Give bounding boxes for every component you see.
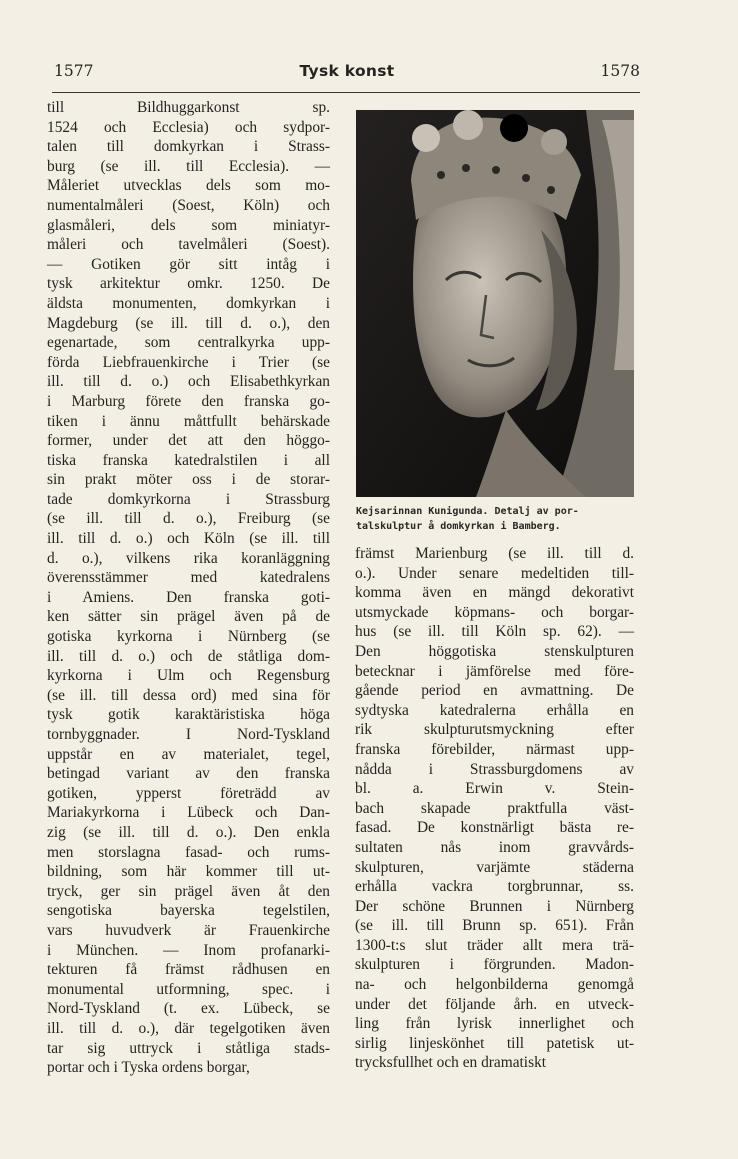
text-line: under det följande årh. en utveck-: [355, 995, 634, 1013]
text-line: egenartade, som centralkyrka upp-: [47, 334, 330, 352]
page-number-left: 1577: [54, 62, 94, 80]
left-column: [47, 98, 330, 1078]
page-header: [54, 62, 640, 92]
text-line: Der schöne Brunnen i Nürnberg: [355, 897, 634, 915]
text-line: uppstår en av materialet, tegel,: [47, 745, 330, 763]
text-line: (se ill. till Brunn sp. 651). Från: [355, 917, 634, 935]
text-line: främst Marienburg (se ill. till d.: [355, 545, 634, 562]
text-line: bildning, som här kommer till ut-: [47, 863, 330, 881]
text-line: i München. — Inom profanarki-: [47, 941, 330, 959]
text-line: gående period en avmattning. De: [355, 682, 634, 700]
text-line: tiken i ännu måttfullt behärskade: [47, 412, 330, 430]
text-line: ling från lyrisk innerlighet och: [355, 1015, 634, 1033]
caption-line-1: Kejsarinnan Kunigunda. Detalj av por-: [356, 506, 579, 517]
text-line: tysk gotik karaktäristiska höga: [47, 706, 330, 724]
text-line: portar och i Tyska ordens borgar,: [47, 1059, 250, 1077]
text-line: tekturen få främst rådhusen en: [47, 961, 330, 979]
text-line: erhålla vackra torgbrunnar, ss.: [355, 878, 634, 896]
sculpture-photo: [356, 110, 634, 497]
text-line: bl. a. Erwin v. Stein-: [355, 780, 634, 798]
text-line: o.). Under senare medeltiden till-: [355, 564, 634, 582]
text-line: sin prakt möter oss i de storar-: [47, 471, 330, 489]
text-line: na- och helgonbilderna genomgå: [355, 976, 634, 994]
caption-line-2: talskulptur å domkyrkan i Bamberg.: [356, 521, 561, 532]
text-line: sirlig linjeskönhet till patetisk ut-: [355, 1034, 634, 1052]
text-line: vars huvudverk är Frauenkirche: [47, 921, 330, 939]
text-line: tryck, ger sin prägel även åt den: [47, 882, 330, 900]
text-line: betecknar i jämförelse med före-: [355, 662, 634, 680]
text-line: numentalmåleri (Soest, Köln) och: [47, 196, 330, 214]
text-line: bach skapade praktfulla väst-: [355, 799, 634, 817]
text-line: (se ill. till d. o.), Freiburg (se: [47, 510, 330, 528]
text-line: Nord-Tyskland (t. ex. Lübeck, se: [47, 1000, 330, 1018]
right-column: [355, 544, 634, 1073]
text-line: tiska franska katedralstilen i all: [47, 451, 330, 469]
text-line: gotiska kyrkorna i Nürnberg (se: [47, 628, 330, 646]
text-line: Måleriet utvecklas dels som mo-: [47, 177, 330, 195]
text-line: komma även en mängd dekorativt: [355, 584, 634, 602]
text-line: sengotiska bayerska tegelstilen,: [47, 902, 330, 920]
header-rule: [52, 92, 640, 93]
text-line: betingad variant av den franska: [47, 765, 330, 783]
text-line: skulpturen, varjämte städerna: [355, 858, 634, 876]
text-line: i Amiens. Den franska goti-: [47, 588, 330, 606]
text-line: ill. till d. o.) och Köln (se ill. till: [47, 530, 330, 548]
text-line: 1524 och Ecclesia) och sydpor-: [47, 118, 330, 136]
text-line: sultaten nås inom gravvårds-: [355, 838, 634, 856]
text-line: (se ill. till dessa ord) med sina för: [47, 686, 330, 704]
text-line: ill. till d. o.) och de ståtliga dom-: [47, 647, 330, 665]
text-line: gotiken, ypperst företrädd av: [47, 784, 330, 802]
text-line: Magdeburg (se ill. till d. o.), den: [47, 314, 330, 332]
text-line: Mariakyrkorna i Lübeck och Dan-: [47, 804, 330, 822]
text-line: måleri och tavelmåleri (Soest).: [47, 236, 330, 254]
text-line: — Gotiken gör sitt intåg i: [47, 255, 330, 273]
text-line: utsmyckade köpmans- och borgar-: [355, 603, 634, 621]
text-line: burg (se ill. till Ecclesia). —: [47, 157, 330, 175]
text-line: tar sig uttryck i ståtliga stads-: [47, 1039, 330, 1057]
running-title: Tysk konst: [299, 62, 395, 80]
text-line: kyrkorna i Ulm och Regensburg: [47, 667, 330, 685]
text-line: skulpturen i förgrunden. Madon-: [355, 956, 634, 974]
text-line: tade domkyrkorna i Strassburg: [47, 490, 330, 508]
text-line: d. o.), vilkens rika koranläggning: [47, 549, 330, 567]
text-line: rik skulpturutsmyckning efter: [355, 721, 634, 739]
text-line: nådda i Strassburgdomens av: [355, 760, 634, 778]
text-line: ill. till d. o.), där tegelgotiken även: [47, 1019, 330, 1037]
text-line: till Bildhuggarkonst sp.: [47, 99, 330, 116]
text-line: tornbyggnader. I Nord-Tyskland: [47, 726, 330, 743]
text-line: förda Liebfrauenkirche i Trier (se: [47, 353, 330, 371]
text-line: äldsta monumenten, domkyrkan i: [47, 294, 330, 312]
text-line: former, under det att den höggo-: [47, 432, 330, 450]
text-line: monumental utformning, spec. i: [47, 980, 330, 998]
text-line: ken sätter sin prägel även på de: [47, 608, 330, 626]
text-line: Den höggotiska stenskulpturen: [355, 642, 634, 660]
text-line: glasmåleri, dels som miniatyr-: [47, 216, 330, 234]
text-line: tysk arkitektur omkr. 1250. De: [47, 275, 330, 293]
text-line: trycksfullhet och en dramatiskt: [355, 1054, 547, 1072]
figure-caption: [356, 504, 638, 534]
text-line: franska förebilder, närmast upp-: [355, 740, 634, 758]
text-line: zig (se ill. till d. o.). Den enkla: [47, 823, 330, 841]
text-line: 1300-t:s slut träder allt mera trä-: [355, 936, 634, 954]
text-line: sydtyska katedralerna erhålla en: [355, 701, 634, 719]
text-line: fasad. De konstnärligt bästa re-: [355, 819, 634, 837]
text-line: men storslagna fasad- och rums-: [47, 843, 330, 861]
text-line: hus (se ill. till Köln sp. 62). —: [355, 623, 634, 641]
text-line: i Marburg förete den franska go-: [47, 392, 330, 410]
text-line: ill. till d. o.) och Elisabethkyrkan: [47, 373, 330, 391]
text-line: överensstämmer med katedralens: [47, 569, 330, 587]
page-number-right: 1578: [600, 62, 640, 80]
text-line: talen till domkyrkan i Strass-: [47, 138, 330, 156]
